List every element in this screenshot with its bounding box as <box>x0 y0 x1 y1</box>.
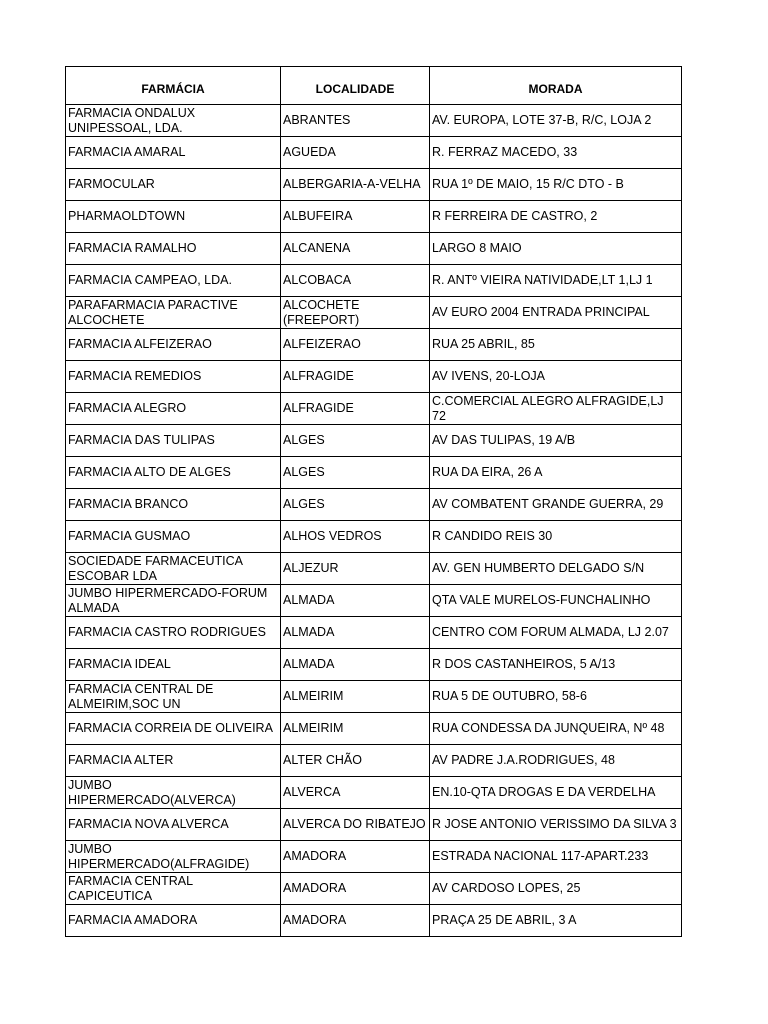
cell-morada: AV COMBATENT GRANDE GUERRA, 29 <box>430 489 682 521</box>
table-row <box>66 745 682 777</box>
cell-farmacia: JUMBO HIPERMERCADO(ALFRAGIDE) <box>66 841 281 873</box>
header-localidade: LOCALIDADE <box>281 67 430 105</box>
cell-localidade: ALMADA <box>281 585 430 617</box>
table-row <box>66 137 682 169</box>
table-row <box>66 553 682 585</box>
cell-localidade: ALTER CHÃO <box>281 745 430 777</box>
cell-morada: AV DAS TULIPAS, 19 A/B <box>430 425 682 457</box>
cell-localidade: AMADORA <box>281 841 430 873</box>
cell-morada: R. ANTº VIEIRA NATIVIDADE,LT 1,LJ 1 <box>430 265 682 297</box>
cell-morada: ESTRADA NACIONAL 117-APART.233 <box>430 841 682 873</box>
cell-farmacia: PARAFARMACIA PARACTIVE ALCOCHETE <box>66 297 281 329</box>
table-row <box>66 105 682 137</box>
table-row <box>66 201 682 233</box>
cell-morada: RUA 5 DE OUTUBRO, 58-6 <box>430 681 682 713</box>
table-row <box>66 393 682 425</box>
cell-morada: CENTRO COM FORUM ALMADA, LJ 2.07 <box>430 617 682 649</box>
table-row <box>66 713 682 745</box>
cell-localidade: ALBUFEIRA <box>281 201 430 233</box>
cell-localidade: ALGES <box>281 489 430 521</box>
cell-farmacia: FARMACIA REMEDIOS <box>66 361 281 393</box>
header-morada: MORADA <box>430 67 682 105</box>
cell-morada: R JOSE ANTONIO VERISSIMO DA SILVA 3 <box>430 809 682 841</box>
cell-farmacia: FARMACIA DAS TULIPAS <box>66 425 281 457</box>
cell-morada: R. FERRAZ MACEDO, 33 <box>430 137 682 169</box>
cell-farmacia: FARMACIA BRANCO <box>66 489 281 521</box>
cell-farmacia: FARMACIA CASTRO RODRIGUES <box>66 617 281 649</box>
cell-morada: R CANDIDO REIS 30 <box>430 521 682 553</box>
table-row <box>66 617 682 649</box>
cell-morada: AV. GEN HUMBERTO DELGADO S/N <box>430 553 682 585</box>
pharmacy-table <box>65 66 682 937</box>
cell-localidade: ABRANTES <box>281 105 430 137</box>
cell-morada: AV PADRE J.A.RODRIGUES, 48 <box>430 745 682 777</box>
cell-localidade: ALMADA <box>281 649 430 681</box>
table-row <box>66 681 682 713</box>
cell-localidade: AMADORA <box>281 905 430 937</box>
cell-farmacia: FARMACIA ALTER <box>66 745 281 777</box>
cell-localidade: ALVERCA <box>281 777 430 809</box>
cell-morada: RUA 25 ABRIL, 85 <box>430 329 682 361</box>
cell-farmacia: SOCIEDADE FARMACEUTICA ESCOBAR LDA <box>66 553 281 585</box>
table-row <box>66 457 682 489</box>
cell-morada: QTA VALE MURELOS-FUNCHALINHO <box>430 585 682 617</box>
cell-localidade: AMADORA <box>281 873 430 905</box>
cell-farmacia: PHARMAOLDTOWN <box>66 201 281 233</box>
header-farmacia: FARMÁCIA <box>66 67 281 105</box>
cell-localidade: ALCOCHETE (FREEPORT) <box>281 297 430 329</box>
cell-morada: AV. EUROPA, LOTE 37-B, R/C, LOJA 2 <box>430 105 682 137</box>
cell-localidade: ALJEZUR <box>281 553 430 585</box>
cell-localidade: ALFRAGIDE <box>281 361 430 393</box>
cell-morada: R FERREIRA DE CASTRO, 2 <box>430 201 682 233</box>
cell-morada: AV IVENS, 20-LOJA <box>430 361 682 393</box>
cell-farmacia: FARMACIA CAMPEAO, LDA. <box>66 265 281 297</box>
cell-farmacia: FARMACIA CORREIA DE OLIVEIRA <box>66 713 281 745</box>
cell-farmacia: FARMACIA GUSMAO <box>66 521 281 553</box>
table-row <box>66 809 682 841</box>
cell-localidade: ALHOS VEDROS <box>281 521 430 553</box>
cell-localidade: ALBERGARIA-A-VELHA <box>281 169 430 201</box>
cell-farmacia: FARMACIA AMADORA <box>66 905 281 937</box>
cell-farmacia: FARMOCULAR <box>66 169 281 201</box>
table-row <box>66 169 682 201</box>
cell-localidade: ALFRAGIDE <box>281 393 430 425</box>
cell-morada: PRAÇA 25 DE ABRIL, 3 A <box>430 905 682 937</box>
cell-localidade: ALGES <box>281 457 430 489</box>
cell-morada: AV EURO 2004 ENTRADA PRINCIPAL <box>430 297 682 329</box>
table-row <box>66 521 682 553</box>
table-row <box>66 329 682 361</box>
table-row <box>66 233 682 265</box>
cell-morada: RUA DA EIRA, 26 A <box>430 457 682 489</box>
cell-localidade: ALCOBACA <box>281 265 430 297</box>
cell-localidade: ALGES <box>281 425 430 457</box>
cell-farmacia: FARMACIA ALEGRO <box>66 393 281 425</box>
cell-localidade: ALMADA <box>281 617 430 649</box>
cell-farmacia: FARMACIA IDEAL <box>66 649 281 681</box>
cell-morada: LARGO 8 MAIO <box>430 233 682 265</box>
cell-localidade: ALMEIRIM <box>281 681 430 713</box>
cell-localidade: ALFEIZERAO <box>281 329 430 361</box>
cell-localidade: ALCANENA <box>281 233 430 265</box>
cell-morada: AV CARDOSO LOPES, 25 <box>430 873 682 905</box>
cell-morada: RUA 1º DE MAIO, 15 R/C DTO - B <box>430 169 682 201</box>
table-row <box>66 777 682 809</box>
cell-farmacia: FARMACIA NOVA ALVERCA <box>66 809 281 841</box>
cell-localidade: AGUEDA <box>281 137 430 169</box>
cell-morada: R DOS CASTANHEIROS, 5 A/13 <box>430 649 682 681</box>
cell-farmacia: FARMACIA ALFEIZERAO <box>66 329 281 361</box>
cell-morada: C.COMERCIAL ALEGRO ALFRAGIDE,LJ 72 <box>430 393 682 425</box>
table-row <box>66 361 682 393</box>
cell-localidade: ALMEIRIM <box>281 713 430 745</box>
table-row <box>66 873 682 905</box>
cell-morada: RUA CONDESSA DA JUNQUEIRA, Nº 48 <box>430 713 682 745</box>
cell-farmacia: FARMACIA AMARAL <box>66 137 281 169</box>
cell-farmacia: JUMBO HIPERMERCADO(ALVERCA) <box>66 777 281 809</box>
table-row <box>66 649 682 681</box>
table-row <box>66 585 682 617</box>
table-row <box>66 265 682 297</box>
cell-localidade: ALVERCA DO RIBATEJO <box>281 809 430 841</box>
table-row <box>66 841 682 873</box>
cell-farmacia: FARMACIA CENTRAL DE ALMEIRIM,SOC UN <box>66 681 281 713</box>
header-row <box>66 67 682 105</box>
table-row <box>66 489 682 521</box>
cell-farmacia: FARMACIA ALTO DE ALGES <box>66 457 281 489</box>
table-row <box>66 905 682 937</box>
cell-farmacia: FARMACIA CENTRAL CAPICEUTICA <box>66 873 281 905</box>
cell-morada: EN.10-QTA DROGAS E DA VERDELHA <box>430 777 682 809</box>
cell-farmacia: JUMBO HIPERMERCADO-FORUM ALMADA <box>66 585 281 617</box>
cell-farmacia: FARMACIA ONDALUX UNIPESSOAL, LDA. <box>66 105 281 137</box>
table-row <box>66 425 682 457</box>
table-row <box>66 297 682 329</box>
cell-farmacia: FARMACIA RAMALHO <box>66 233 281 265</box>
